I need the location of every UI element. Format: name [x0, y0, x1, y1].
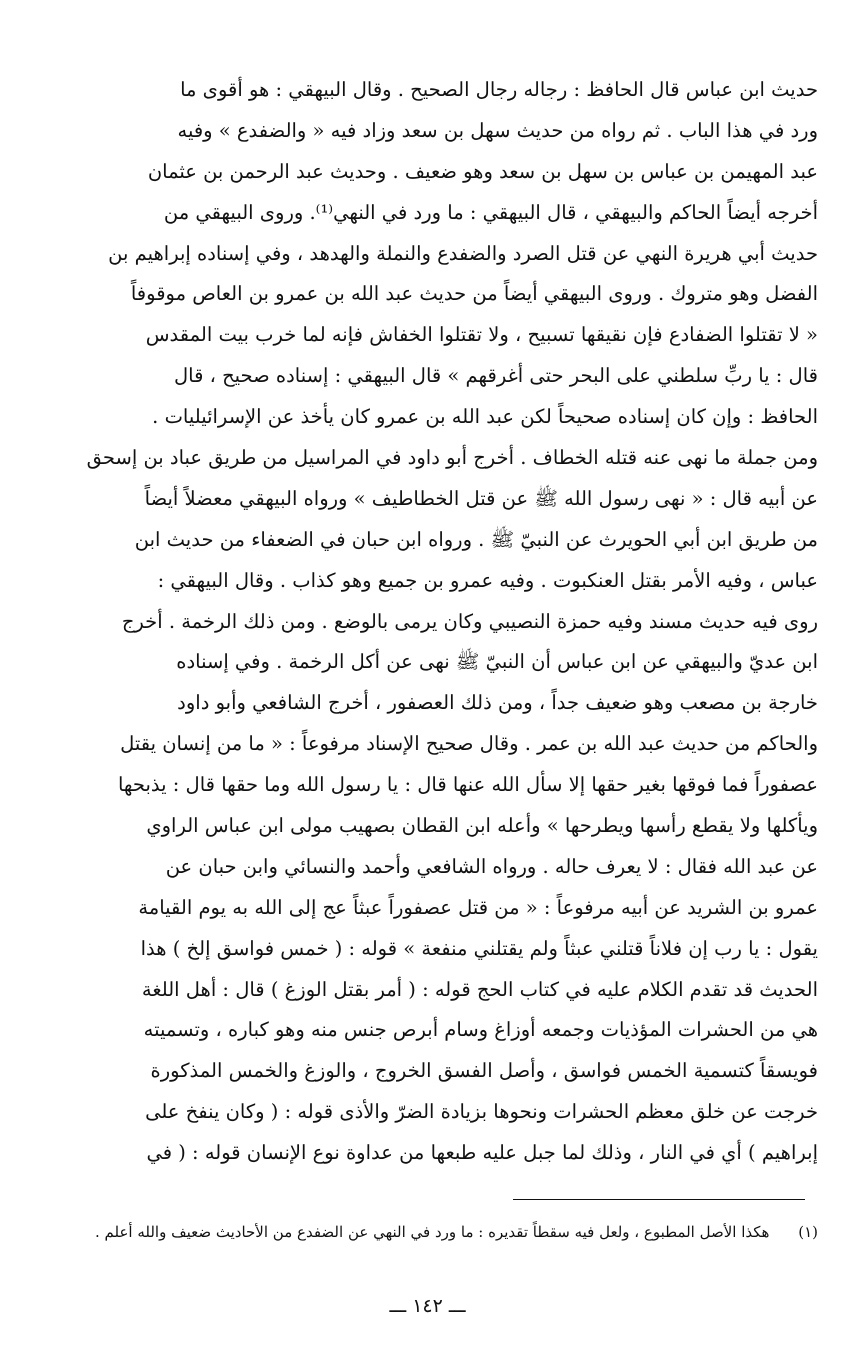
text-line: فويسقاً كتسمية الخمس فواسق ، وأصل الفسق الخروج ، والوزغ والخمس المذكورة [150, 1059, 818, 1083]
text-line: والحاكم من حديث عبد الله بن عمر . وقال صحيح الإسناد مرفوعاً : « ما من إنسان يقتل [120, 732, 818, 756]
footnote [42, 1219, 818, 1245]
text-line: الحديث قد تقدم الكلام عليه في كتاب الحج قوله : ( أمر بقتل الوزغ ) قال : أهل اللغة [141, 977, 818, 1001]
text-line: خارجة بن مصعب وهو ضعيف جداً ، ومن ذلك العصفور ، أخرج الشافعي وأبو داود [177, 691, 818, 715]
text-line: عصفوراً فما فوقها بغير حقها إلا سأل الله عنها قال : يا رسول الله وما حقها قال : يذبحها [117, 773, 818, 797]
text-line: ابن عديّ والبيهقي عن ابن عباس أن النبيّ ﷺ نهى عن أكل الرخمة . وفي إسناده [176, 650, 818, 674]
text-line: حديث أبي هريرة النهي عن قتل الصرد والضفدع والنملة والهدهد ، وفي إسناده إبراهيم بن [108, 241, 818, 265]
footnote-divider [513, 1199, 805, 1200]
text-line: أخرجه أيضاً الحاكم والبيهقي ، قال البيهقي : ما ورد في النهي⁽¹⁾. وروى البيهقي من [163, 200, 818, 224]
footnote-number: (١) [798, 1223, 818, 1241]
text-line: ويأكلها ولا يقطع رأسها ويطرحها » وأعله ابن القطان بصهيب مولى ابن عباس الراوي [146, 814, 818, 838]
text-line: روى فيه حديث مسند وفيه حمزة النصيبي وكان يرمى بالوضع . ومن ذلك الرخمة . أخرج [121, 609, 818, 633]
text-line: حديث ابن عباس قال الحافظ : رجاله رجال الصحيح . وقال البيهقي : هو أقوى ما [180, 78, 818, 101]
page-number: ـــ ١٤٢ ـــ [389, 1295, 466, 1317]
text-line: عن عبد الله فقال : لا يعرف حاله . ورواه الشافعي وأحمد والنسائي وابن حبان عن [165, 854, 818, 878]
main-text [42, 70, 818, 1174]
text-line: الحافظ : وإن كان إسناده صحيحاً لكن عبد الله بن عمرو كان يأخذ عن الإسرائيليات . [152, 405, 818, 429]
text-line: الفضل وهو متروك . وروى البيهقي أيضاً من حديث عبد الله بن عمرو بن العاص موقوفاً [130, 282, 818, 306]
footnote-text: هكذا الأصل المطبوع ، ولعل فيه سقطاً تقديره : ما ورد في النهي عن الضفدع من الأحاديث ضعيف والله أعلم . [94, 1223, 770, 1241]
text-line: قال : يا ربِّ سلطني على البحر حتى أغرقهم » قال البيهقي : إسناده صحيح ، قال [173, 364, 818, 388]
text-line: ورد في هذا الباب . ثم رواه من حديث سهل بن سعد وزاد فيه « والضفدع » وفيه [177, 118, 818, 142]
text-line: هي من الحشرات المؤذيات وجمعه أوزاغ وسام أبرص جنس منه وهو كباره ، وتسميته [143, 1018, 818, 1042]
text-line: عبد المهيمن بن عباس بن سهل بن سعد وهو ضعيف . وحديث عبد الرحمن بن عثمان [147, 159, 818, 183]
text-line: من طريق ابن أبي الحويرث عن النبيّ ﷺ . ورواه ابن حبان في الضعفاء من حديث ابن [134, 527, 818, 551]
text-line: يقول : يا رب إن فلاناً قتلني عبثاً ولم يقتلني منفعة » قوله : ( خمس فواسق إلخ ) هذا [140, 936, 818, 960]
text-line: « لا تقتلوا الضفادع فإن نقيقها تسبيح ، ولا تقتلوا الخفاش فإنه لما خرب بيت المقدس [145, 323, 818, 347]
text-line: عمرو بن الشريد عن أبيه مرفوعاً : « من قتل عصفوراً عبثاً عج إلى الله به يوم القيامة [138, 895, 818, 919]
text-line: خرجت عن خلق معظم الحشرات ونحوها بزيادة الضرّ والأذى قوله : ( وكان ينفخ على [145, 1100, 818, 1124]
text-line: عباس ، وفيه الأمر بقتل العنكبوت . وفيه عمرو بن جميع وهو كذاب . وقال البيهقي : [157, 568, 818, 592]
text-line: عن أبيه قال : « نهى رسول الله ﷺ عن قتل الخطاطيف » ورواه البيهقي معضلاً أيضاً [144, 486, 818, 510]
text-line: إبراهيم ) أي في النار ، وذلك لما جبل عليه طبعها من عداوة نوع الإنسان قوله : ( في [146, 1141, 818, 1165]
text-line: ومن جملة ما نهى عنه قتله الخطاف . أخرج أبو داود في المراسيل من طريق عباد بن إسحق [86, 446, 818, 470]
